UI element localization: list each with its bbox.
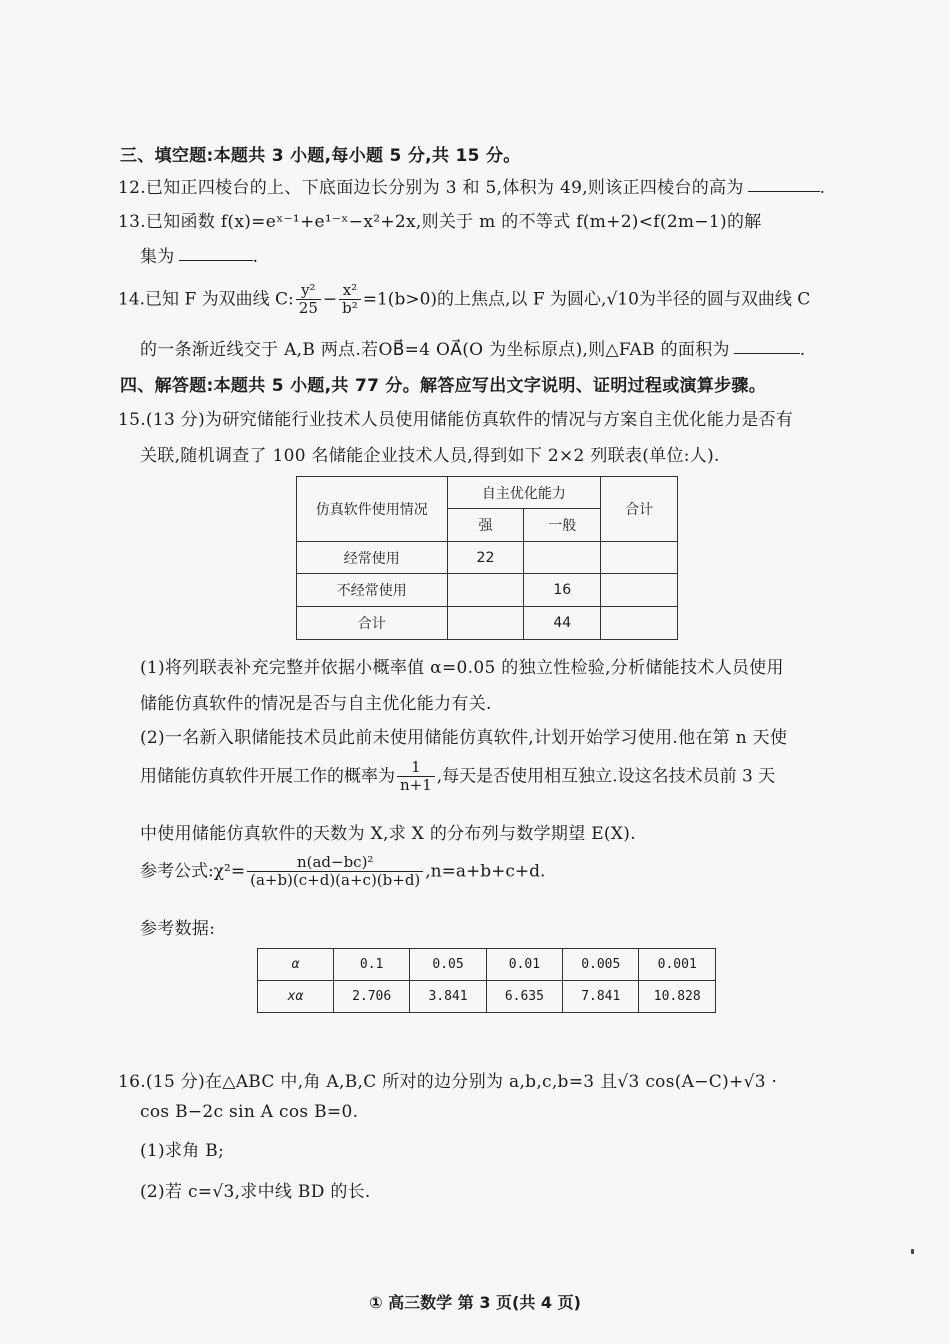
col-normal-cell: 一般: [524, 509, 601, 542]
question-14-prefix: 14.已知 F 为双曲线 C:: [118, 289, 294, 310]
question-14-suffix: 为半径的圆与双曲线 C: [638, 289, 811, 310]
contingency-table: [296, 476, 678, 640]
page-footer: ① 高三数学 第 3 页(共 4 页): [369, 1293, 581, 1312]
reference-data-table: [257, 948, 716, 1013]
question-16-line1: 16.(15 分)在△ABC 中,角 A,B,C 所对的边分别为 a,b,c,b=3 且√3 cos(A−C)+√3 ·: [118, 1072, 778, 1092]
fraction: $\frac{\text{y²}}{25}$: [296, 282, 321, 318]
question-15-part2-line1: (2)一名新入职储能技术员此前未使用储能仿真软件,计划开始学习使用.他在第 n 天使: [140, 728, 788, 748]
question-16-part1: (1)求角 B;: [140, 1141, 225, 1161]
answer-blank: [179, 259, 253, 261]
question-13-line2: 集为 .: [140, 247, 259, 267]
section4-header: 四、解答题:本题共 5 小题,共 77 分。解答应写出文字说明、证明过程或演算步骤。: [120, 376, 767, 396]
question-12: 12.已知正四棱台的上、下底面边长分别为 3 和 5,体积为 49,则该正四棱台的高为 .: [118, 178, 826, 198]
question-12-text: 12.已知正四棱台的上、下底面边长分别为 3 和 5,体积为 49,则该正四棱台的高为: [118, 178, 744, 198]
table-row: xα 2.706 3.841 6.635 7.841 10.828: [258, 981, 716, 1013]
question-15-line2: 关联,随机调查了 100 名储能企业技术人员,得到如下 2×2 列联表(单位:人).: [140, 446, 720, 466]
fraction: $\frac{\text{x²}}{\text{b²}}$: [339, 282, 361, 318]
table-row: 经常使用 22: [297, 542, 678, 574]
section3-header: 三、填空题:本题共 3 小题,每小题 5 分,共 15 分。: [120, 146, 521, 166]
reference-formula: 参考公式:χ²= $\frac{\text{n(ad−bc)²}}{(a+b)(c+d)(a+c)(b+d)}$ ,n=a+b+c+d.: [140, 853, 546, 890]
question-14-line1: 14.已知 F 为双曲线 C: $\frac{\text{y²}}{25}$ − $\frac{\text{x²}}{\text{b²}}$ =1(b>0)的上焦点,以 F 为圆心,√10为半径的圆与双曲线 C: [118, 281, 811, 318]
sqrt-expression: √10: [606, 289, 639, 310]
total-header-cell: 合计: [601, 477, 678, 542]
question-15-part1-line2: 储能仿真软件的情况是否与自主优化能力有关.: [140, 694, 492, 714]
table-row: 不经常使用 16: [297, 574, 678, 607]
question-13-line1: 13.已知函数 f(x)=eˣ⁻¹+e¹⁻ˣ−x²+2x,则关于 m 的不等式 f(m+2)<f(2m−1)的解: [118, 212, 762, 232]
question-15-part2-line3: 中使用储能仿真软件的天数为 X,求 X 的分布列与数学期望 E(X).: [140, 824, 636, 844]
question-14-line2: 的一条渐近线交于 A,B 两点.若OB⃗=4 OA⃗(O 为坐标原点),则△FAB 的面积为 .: [140, 340, 806, 360]
table-row: 合计 44: [297, 607, 678, 640]
answer-blank: [748, 190, 820, 192]
table-row: α 0.1 0.05 0.01 0.005 0.001: [258, 949, 716, 981]
scan-speck: [911, 1249, 914, 1254]
group-header-cell: 自主优化能力: [447, 477, 601, 509]
question-14-mid: =1(b>0)的上焦点,以 F 为圆心,: [362, 289, 607, 310]
question-13-line2-text: 集为: [140, 247, 175, 267]
question-15-part1-line1: (1)将列联表补充完整并依据小概率值 α=0.05 的独立性检验,分析储能技术人员使用: [140, 658, 784, 678]
row-header-cell: 仿真软件使用情况: [297, 477, 448, 542]
question-15-part2-line2: 用储能仿真软件开展工作的概率为 $\frac{1}{n+1}$ ,每天是否使用相互独立.设这名技术员前 3 天: [140, 758, 776, 795]
reference-data-label: 参考数据:: [140, 919, 216, 939]
col-strong-cell: 强: [447, 509, 524, 542]
question-15-line1: 15.(13 分)为研究储能行业技术人员使用储能仿真软件的情况与方案自主优化能力是否有: [118, 410, 794, 430]
question-16-line2: cos B−2c sin A cos B=0.: [140, 1102, 359, 1122]
answer-blank: [734, 352, 800, 354]
fraction: $\frac{\text{n(ad−bc)²}}{(a+b)(c+d)(a+c)(b+d)}$: [247, 854, 423, 890]
question-16-part2: (2)若 c=√3,求中线 BD 的长.: [140, 1182, 371, 1202]
fraction: $\frac{1}{n+1}$: [397, 759, 435, 795]
question-14-line2-text: 的一条渐近线交于 A,B 两点.若OB⃗=4 OA⃗(O 为坐标原点),则△FAB 的面积为: [140, 340, 730, 360]
